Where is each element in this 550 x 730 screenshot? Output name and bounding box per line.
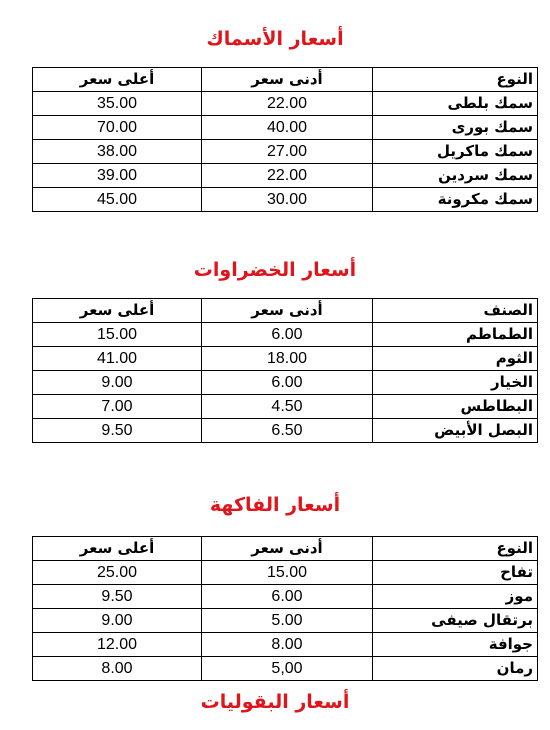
column-header-lowest-price: أدنى سعر: [202, 537, 373, 561]
highest-price: 70.00: [33, 116, 202, 140]
highest-price: 15.00: [33, 323, 202, 347]
lowest-price: 30.00: [202, 188, 373, 212]
table-row: [33, 323, 538, 347]
vegetables-section-title: أسعار الخضراوات: [193, 259, 357, 281]
table-row: [33, 188, 538, 212]
highest-price: 39.00: [33, 164, 202, 188]
table-row: [33, 140, 538, 164]
table-row: [33, 371, 538, 395]
lowest-price: 22.00: [202, 92, 373, 116]
item-name: سمك ماكريل: [373, 140, 538, 164]
item-name: برتقال صيفى: [373, 609, 538, 633]
highest-price: 45.00: [33, 188, 202, 212]
fruits-section-title: أسعار الفاكهة: [209, 494, 341, 516]
item-name: سمك بلطى: [373, 92, 538, 116]
table-row: [33, 92, 538, 116]
item-name: البطاطس: [373, 395, 538, 419]
highest-price: 9.50: [33, 419, 202, 443]
item-name: الطماطم: [373, 323, 538, 347]
lowest-price: 5.00: [202, 609, 373, 633]
table-header-row: [33, 537, 538, 561]
item-name: الثوم: [373, 347, 538, 371]
item-name: سمك بورى: [373, 116, 538, 140]
highest-price: 7.00: [33, 395, 202, 419]
table-row: [33, 395, 538, 419]
table-row: [33, 585, 538, 609]
table-header-row: [33, 299, 538, 323]
item-name: البصل الأبيض: [373, 419, 538, 443]
column-header-highest-price: أعلى سعر: [33, 68, 202, 92]
lowest-price: 6.00: [202, 323, 373, 347]
lowest-price: 6.00: [202, 585, 373, 609]
table-header-row: [33, 68, 538, 92]
lowest-price: 15.00: [202, 561, 373, 585]
column-header-lowest-price: أدنى سعر: [202, 68, 373, 92]
column-header-highest-price: أعلى سعر: [33, 299, 202, 323]
fruits-price-table: [32, 536, 538, 681]
lowest-price: 6.00: [202, 371, 373, 395]
highest-price: 25.00: [33, 561, 202, 585]
table-row: [33, 561, 538, 585]
highest-price: 12.00: [33, 633, 202, 657]
lowest-price: 18.00: [202, 347, 373, 371]
highest-price: 9.00: [33, 371, 202, 395]
table-row: [33, 347, 538, 371]
lowest-price: 5,00: [202, 657, 373, 681]
table-row: [33, 657, 538, 681]
lowest-price: 27.00: [202, 140, 373, 164]
item-name: سمك سردين: [373, 164, 538, 188]
fish-section-title: أسعار الأسماك: [206, 28, 344, 50]
item-name: رمان: [373, 657, 538, 681]
lowest-price: 4.50: [202, 395, 373, 419]
table-row: [33, 419, 538, 443]
lowest-price: 22.00: [202, 164, 373, 188]
item-name: تفاح: [373, 561, 538, 585]
column-header-type: النوع: [373, 68, 538, 92]
table-row: [33, 633, 538, 657]
fish-price-table: [32, 67, 538, 212]
item-name: جوافة: [373, 633, 538, 657]
highest-price: 38.00: [33, 140, 202, 164]
lowest-price: 6.50: [202, 419, 373, 443]
column-header-type: النوع: [373, 537, 538, 561]
table-row: [33, 164, 538, 188]
item-name: الخيار: [373, 371, 538, 395]
lowest-price: 8.00: [202, 633, 373, 657]
highest-price: 8.00: [33, 657, 202, 681]
highest-price: 41.00: [33, 347, 202, 371]
item-name: سمك مكرونة: [373, 188, 538, 212]
column-header-lowest-price: أدنى سعر: [202, 299, 373, 323]
table-row: [33, 609, 538, 633]
highest-price: 9.00: [33, 609, 202, 633]
highest-price: 9.50: [33, 585, 202, 609]
column-header-highest-price: أعلى سعر: [33, 537, 202, 561]
vegetables-price-table: [32, 298, 538, 443]
highest-price: 35.00: [33, 92, 202, 116]
legumes-section-title: أسعار البقوليات: [200, 691, 350, 713]
item-name: موز: [373, 585, 538, 609]
lowest-price: 40.00: [202, 116, 373, 140]
column-header-category: الصنف: [373, 299, 538, 323]
table-row: [33, 116, 538, 140]
